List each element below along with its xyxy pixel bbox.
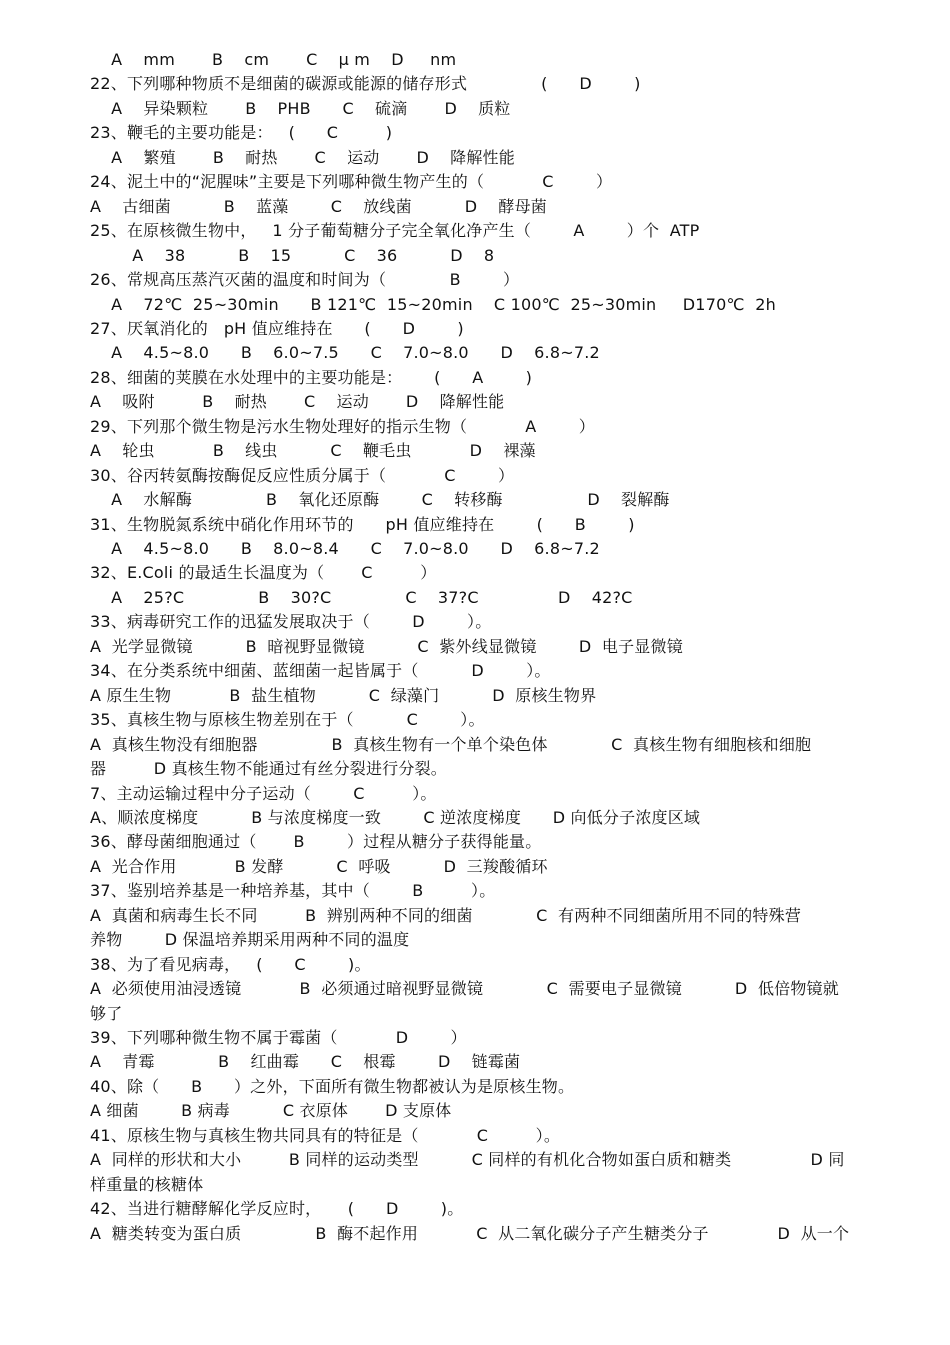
text-line: 30、谷丙转氨酶按酶促反应性质分属于（ C ）: [90, 465, 515, 485]
text-line: A 糖类转变为蛋白质 B 酶不起作用 C 从二氧化碳分子产生糖类分子 D 从一个: [90, 1223, 850, 1243]
text-line: A 细菌 B 病毒 C 衣原体 D 支原体: [90, 1101, 452, 1121]
text-line: 养物 D 保温培养期采用两种不同的温度: [90, 930, 410, 950]
text-line: 41、原核生物与真核生物共同具有的特征是（ C ）。: [90, 1125, 561, 1145]
text-line: A 72℃ 25~30min B 121℃ 15~20min C 100℃ 25~30min D170℃ 2h: [90, 294, 776, 314]
text-line: A 必须使用油浸透镜 B 必须通过暗视野显微镜 C 需要电子显微镜 D 低倍物镜就: [90, 979, 839, 999]
text-line: A 4.5~8.0 B 8.0~8.4 C 7.0~8.0 D 6.8~7.2: [90, 539, 600, 558]
text-line: 36、酵母菌细胞通过（ B ）过程从糖分子获得能量。: [90, 832, 542, 852]
text-line: A 同样的形状和大小 B 同样的运动类型 C 同样的有机化合物如蛋白质和糖类 D 同: [90, 1150, 845, 1170]
text-line: 31、生物脱氮系统中硝化作用环节的 pH 值应维持在 ( B ): [90, 514, 635, 534]
text-line: A 真核生物没有细胞器 B 真核生物有一个单个染色体 C 真核生物有细胞核和细胞: [90, 734, 812, 754]
text-line: 34、在分类系统中细菌、蓝细菌一起皆属于（ D ）。: [90, 661, 551, 681]
text-line: 28、细菌的荚膜在水处理中的主要功能是： ( A ): [90, 367, 533, 387]
text-line: 38、为了看见病毒， ( C )。: [90, 954, 371, 974]
text-line: 7、主动运输过程中分子运动（ C ）。: [90, 783, 437, 803]
text-line: A 水解酶 B 氧化还原酶 C 转移酶 D 裂解酶: [90, 490, 670, 510]
text-line: 22、下列哪种物质不是细菌的碳源或能源的储存形式 ( D ): [90, 74, 641, 94]
text-line: A 原生生物 B 盐生植物 C 绿藻门 D 原核生物界: [90, 685, 597, 705]
text-line: 27、厌氧消化的 pH 值应维持在 ( D ): [90, 318, 464, 338]
text-line: A 古细菌 B 蓝藻 C 放线菌 D 酵母菌: [90, 196, 547, 216]
text-line: 42、当进行糖酵解化学反应时， ( D )。: [90, 1199, 464, 1219]
text-line: 够了: [90, 1003, 123, 1023]
text-line: 39、下列哪种微生物不属于霉菌（ D ）: [90, 1028, 467, 1047]
text-line: A 青霉 B 红曲霉 C 根霉 D 链霉菌: [90, 1052, 521, 1072]
text-line: A、顺浓度梯度 B 与浓度梯度一致 C 逆浓度梯度 D 向低分子浓度区域: [90, 807, 701, 827]
text-line: 样重量的核糖体: [90, 1174, 204, 1194]
text-line: A 25?C B 30?C C 37?C D 42?C: [90, 587, 633, 607]
text-line: 25、在原核微生物中， 1 分子葡萄糖分子完全氧化净产生（ A ）个 ATP: [90, 221, 700, 241]
text-line: A 繁殖 B 耐热 C 运动 D 降解性能: [90, 147, 515, 167]
text-line: 29、下列那个微生物是污水生物处理好的指示生物（ A ）: [90, 416, 595, 436]
text-line: A 真菌和病毒生长不同 B 辨别两种不同的细菌 C 有两种不同细菌所用不同的特殊营: [90, 905, 802, 925]
text-line: A 4.5~8.0 B 6.0~7.5 C 7.0~8.0 D 6.8~7.2: [90, 343, 600, 363]
text-line: 37、鉴别培养基是一种培养基，其中（ B ）。: [90, 881, 496, 901]
text-line: A 光学显微镜 B 暗视野显微镜 C 紫外线显微镜 D 电子显微镜: [90, 636, 683, 656]
text-line: A mm B cm C μ m D nm: [90, 50, 457, 69]
text-line: 40、除（ B ）之外，下面所有微生物都被认为是原核生物。: [90, 1076, 575, 1096]
text-line: A 轮虫 B 线虫 C 鞭毛虫 D 裸藻: [90, 441, 536, 461]
text-line: A 异染颗粒 B PHB C 硫滴 D 质粒: [90, 98, 511, 118]
text-line: 器 D 真核生物不能通过有丝分裂进行分裂。: [90, 759, 447, 779]
text-line: 24、泥土中的“泥腥味”主要是下列哪种微生物产生的（ C ）: [90, 172, 613, 192]
text-line: A 吸附 B 耐热 C 运动 D 降解性能: [90, 392, 505, 412]
text-line: 33、病毒研究工作的迅猛发展取决于（ D ）。: [90, 612, 492, 632]
text-line: 35、真核生物与原核生物差别在于（ C ）。: [90, 710, 485, 730]
text-line: 26、常规高压蒸汽灭菌的温度和时间为（ B ）: [90, 270, 520, 290]
text-line: A 光合作用 B 发酵 C 呼吸 D 三羧酸循环: [90, 856, 548, 876]
text-line: 23、鞭毛的主要功能是： ( C ): [90, 123, 393, 143]
text-line: 32、E.Coli 的最适生长温度为（ C ）: [90, 563, 437, 583]
text-line: A 38 B 15 C 36 D 8: [90, 245, 495, 265]
